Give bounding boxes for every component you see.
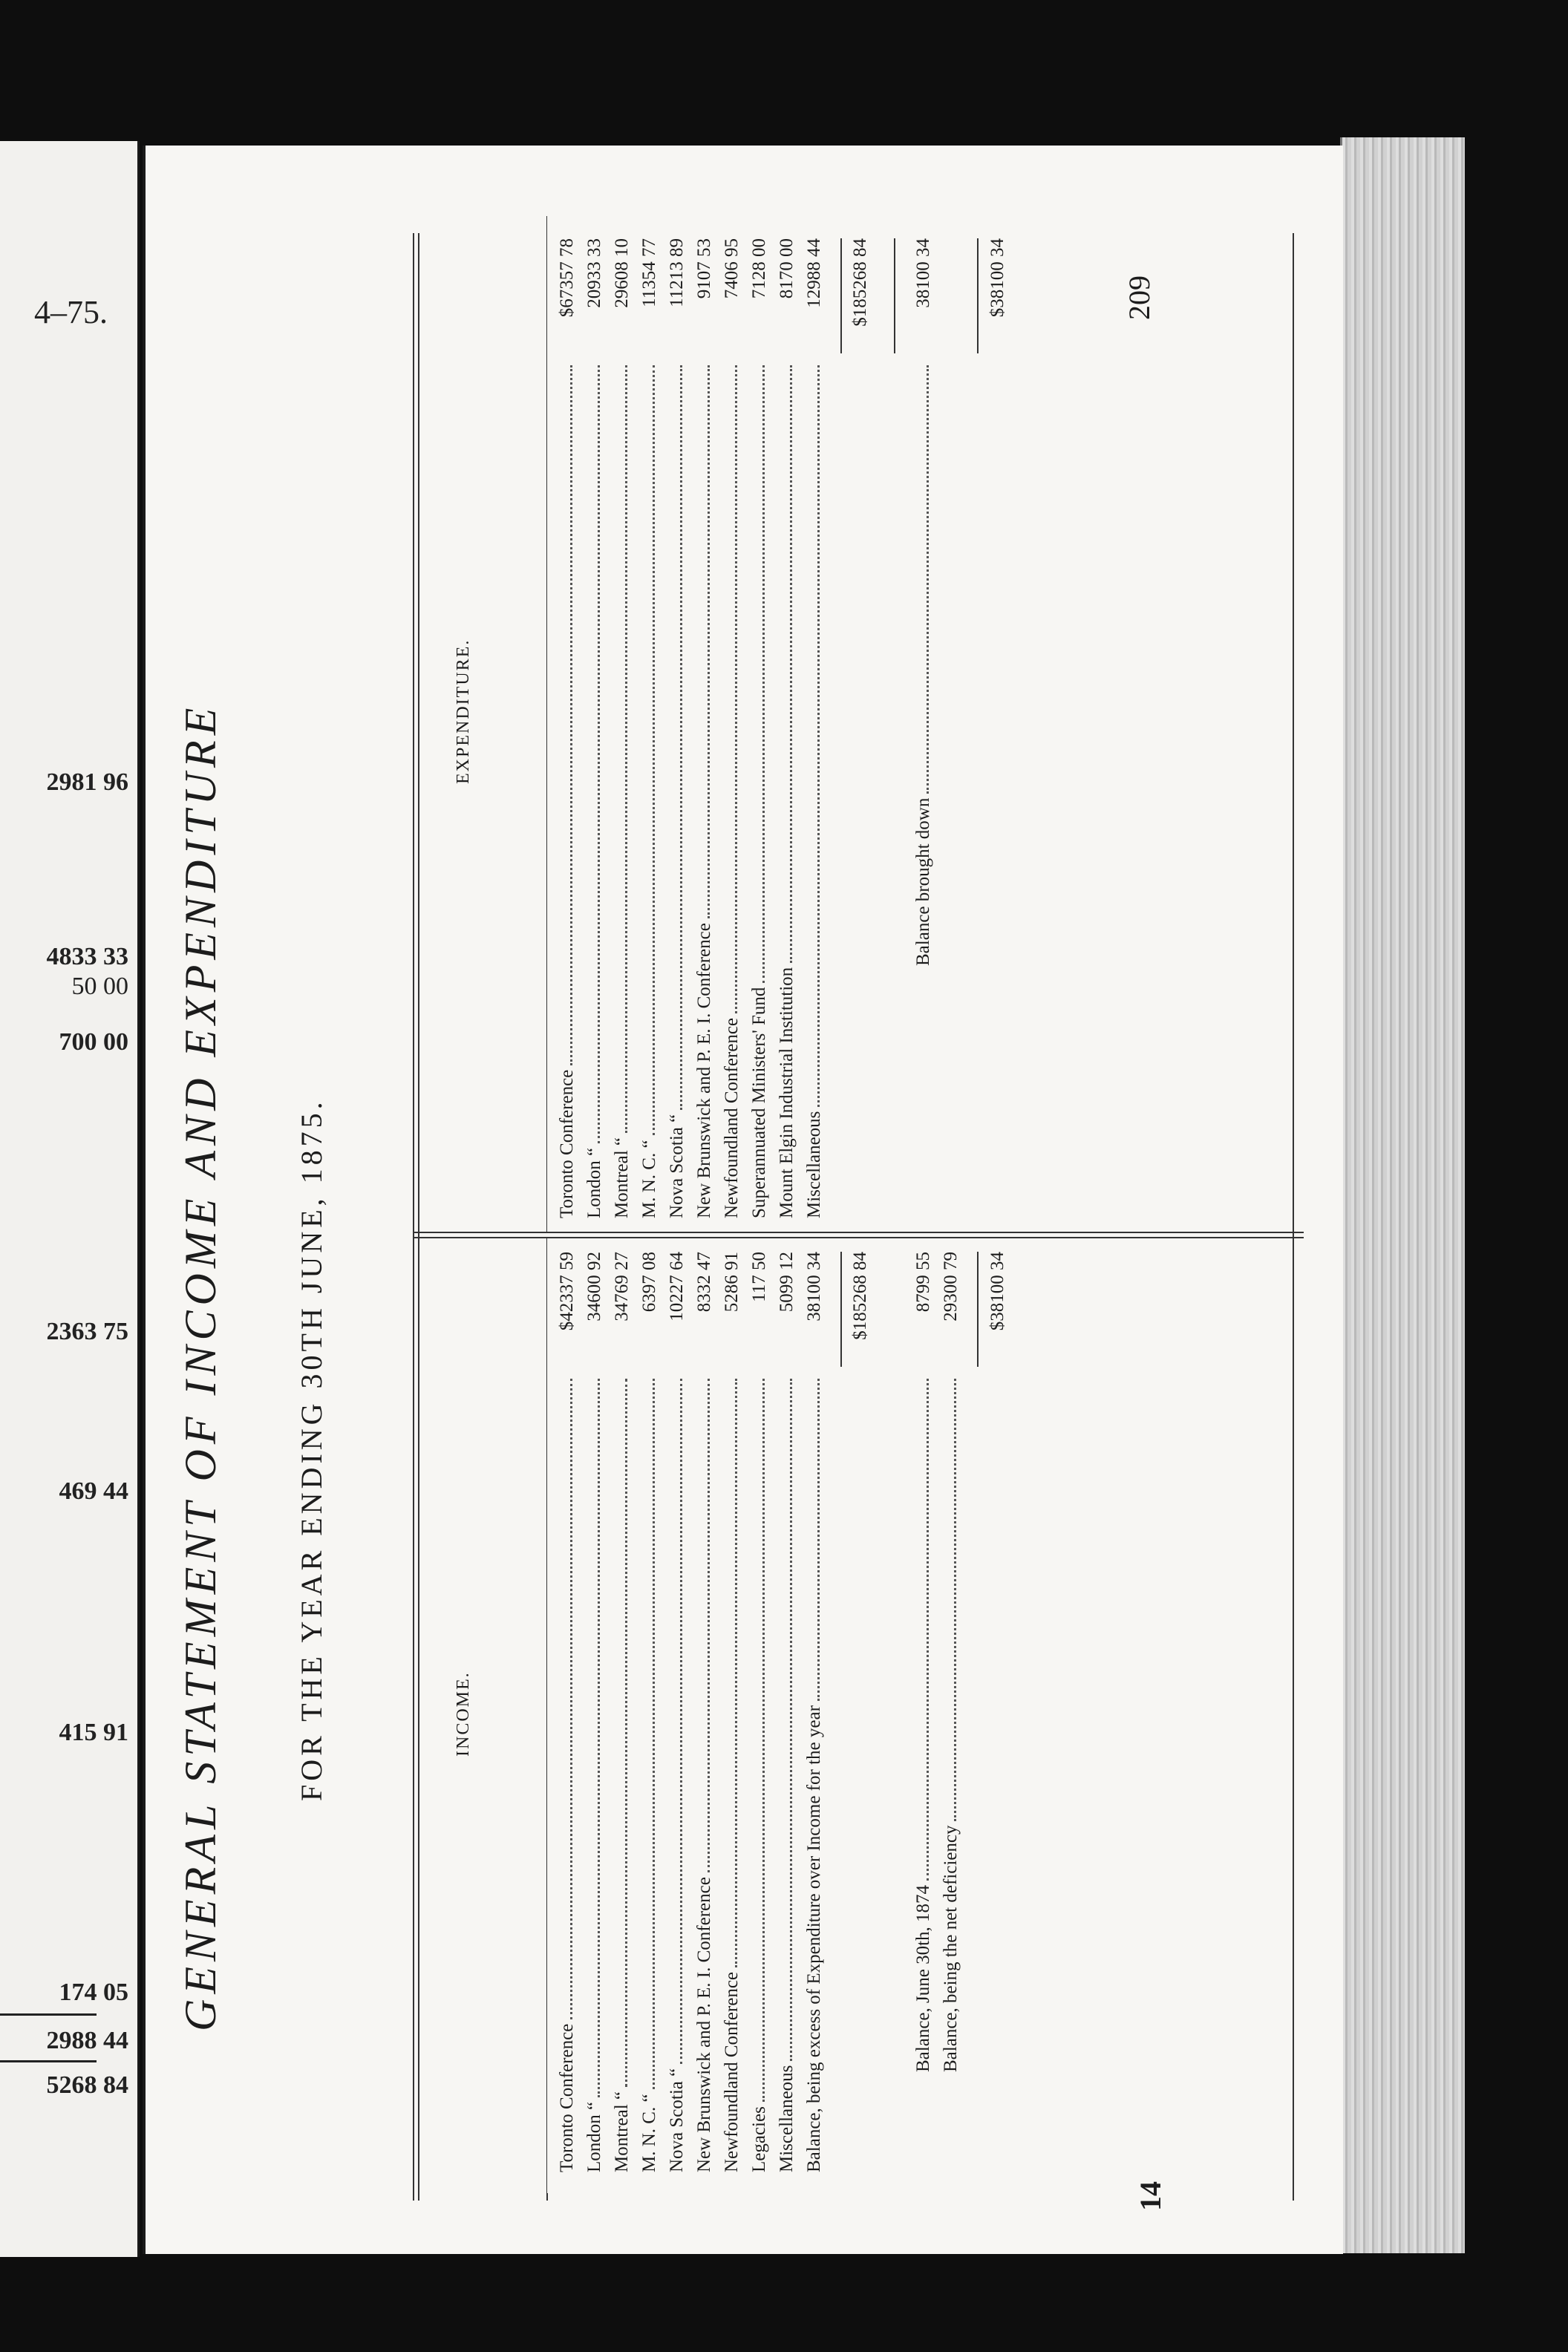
expenditure-row — [719, 238, 745, 1218]
heading-rule — [546, 216, 547, 1233]
page-folio: 14 — [1134, 2181, 1167, 2211]
expenditure-amount: 9107 53 — [694, 238, 714, 299]
expenditure-row — [581, 238, 608, 1218]
income-row — [609, 1252, 636, 2172]
income-label: Toronto Conference — [557, 2023, 577, 2172]
income-row — [554, 1252, 581, 2172]
expenditure-row — [609, 238, 636, 1218]
expenditure-label: Superannuated Ministers' Fund — [749, 987, 769, 1218]
left-rule — [0, 2060, 97, 2062]
expenditure-row — [636, 238, 663, 1218]
left-figure: 4833 33 — [46, 943, 128, 970]
expenditure-amount: 29608 10 — [612, 238, 632, 308]
expenditure-label: Balance brought down — [913, 797, 933, 966]
expenditure-label: Nova Scotia “ — [667, 1114, 687, 1218]
income-subtotal-row — [847, 1252, 874, 2172]
expenditure-label: Miscellaneous — [804, 1111, 824, 1218]
income-label: Balance, June 30th, 1874 — [913, 1884, 933, 2072]
income-label: Miscellaneous — [777, 2065, 797, 2172]
income-amount: 38100 34 — [804, 1252, 824, 1322]
income-label: Balance, being the net deficiency — [941, 1825, 961, 2072]
expenditure-row — [664, 238, 690, 1218]
income-label: Legacies — [749, 2106, 769, 2172]
expenditure-amount: $67357 78 — [557, 238, 577, 318]
book-fore-edge — [1340, 137, 1465, 2253]
expenditure-amount: 7406 95 — [722, 238, 742, 299]
income-row — [746, 1252, 773, 2172]
expenditure-label: Montreal “ — [612, 1137, 632, 1218]
income-label: Balance, being excess of Expenditure over Income for the year — [804, 1705, 824, 2172]
income-amount: 10227 64 — [667, 1252, 687, 1322]
expenditure-heading: EXPENDITURE. — [454, 638, 473, 784]
income-subtotal: $185268 84 — [850, 1252, 870, 1340]
left-figure: 415 91 — [59, 1719, 128, 1746]
frame-rule — [413, 233, 414, 2201]
expenditure-row — [691, 238, 718, 1218]
left-figure: 2988 44 — [46, 2027, 128, 2054]
left-figure: 2363 75 — [46, 1318, 128, 1345]
expenditure-label: London “ — [584, 1147, 604, 1218]
total-rule — [977, 238, 979, 353]
rotated-statement — [146, 146, 1343, 2254]
expenditure-subtotal-row — [847, 238, 874, 1218]
expenditure-amount: 11354 77 — [639, 238, 659, 307]
expenditure-total-row — [984, 238, 1011, 1218]
expenditure-amount: 8170 00 — [777, 238, 797, 299]
expenditure-row — [746, 238, 773, 1218]
income-row — [774, 1252, 800, 2172]
left-figure: 5268 84 — [46, 2071, 128, 2099]
frame-rule — [418, 233, 419, 2201]
income-amount: 34600 92 — [584, 1252, 604, 1322]
income-total-row — [984, 1252, 1011, 2172]
statement-title: GENERAL STATEMENT OF INCOME AND EXPENDITURE — [176, 702, 225, 2031]
income-label: London “ — [584, 2101, 604, 2172]
income-amount: 34769 27 — [612, 1252, 632, 1322]
expenditure-row — [774, 238, 800, 1218]
left-rule — [0, 2013, 97, 2016]
left-figure: 174 05 — [59, 1979, 128, 2006]
left-figure: 50 00 — [71, 973, 128, 1000]
expenditure-label: M. N. C. “ — [639, 1140, 659, 1218]
statement-subtitle: FOR THE YEAR ENDING 30TH JUNE, 1875. — [295, 1098, 328, 1801]
income-amount: 29300 79 — [941, 1252, 961, 1322]
expenditure-amount: 11213 89 — [667, 238, 687, 307]
subtotal-rule — [840, 238, 842, 353]
subtotal-rule — [894, 238, 895, 353]
expenditure-amount: 20933 33 — [584, 238, 604, 308]
income-amount: 5099 12 — [777, 1252, 797, 1313]
income-row — [581, 1252, 608, 2172]
income-row — [664, 1252, 690, 2172]
income-amount: 5286 91 — [722, 1252, 742, 1313]
expenditure-row — [801, 238, 828, 1218]
left-figure: 469 44 — [59, 1477, 128, 1505]
income-row — [938, 1252, 964, 2172]
income-row — [801, 1252, 828, 2172]
income-amount: 6397 08 — [639, 1252, 659, 1313]
heading-rule — [546, 1238, 547, 2201]
income-label: Newfoundland Conference — [722, 1971, 742, 2172]
expenditure-label: Toronto Conference — [557, 1069, 577, 1218]
income-row — [636, 1252, 663, 2172]
income-label: New Brunswick and P. E. I. Conference — [694, 1877, 714, 2172]
expenditure-row — [554, 238, 581, 1218]
total-rule — [977, 1252, 979, 1367]
expenditure-label: Newfoundland Conference — [722, 1017, 742, 1218]
income-amount: 8799 55 — [913, 1252, 933, 1313]
income-row — [910, 1252, 937, 2172]
expenditure-subtotal: $185268 84 — [850, 238, 870, 327]
expenditure-total: $38100 34 — [987, 238, 1007, 318]
income-row — [691, 1252, 718, 2172]
income-amount: 8332 47 — [694, 1252, 714, 1313]
left-page-header: 4–75. — [34, 294, 108, 330]
expenditure-amount: 38100 34 — [913, 238, 933, 308]
income-label: Nova Scotia “ — [667, 2068, 687, 2172]
income-label: Montreal “ — [612, 2091, 632, 2172]
income-row — [719, 1252, 745, 2172]
expenditure-row — [910, 238, 937, 1218]
expenditure-amount: 7128 00 — [749, 238, 769, 299]
expenditure-amount: 12988 44 — [804, 238, 824, 308]
left-page-fragment — [0, 141, 140, 2257]
income-amount: 117 50 — [749, 1252, 769, 1302]
subtotal-rule — [840, 1252, 842, 1367]
expenditure-label: Mount Elgin Industrial Institution — [777, 967, 797, 1218]
income-amount: $42337 59 — [557, 1252, 577, 1331]
income-label: M. N. C. “ — [639, 2094, 659, 2172]
left-figure: 700 00 — [59, 1028, 128, 1056]
frame-rule — [1293, 233, 1294, 2201]
page-number: 209 — [1123, 275, 1156, 320]
left-figure: 2981 96 — [46, 768, 128, 796]
page — [143, 146, 1343, 2254]
income-heading: INCOME. — [454, 1671, 473, 1757]
income-total: $38100 34 — [987, 1252, 1007, 1331]
expenditure-label: New Brunswick and P. E. I. Conference — [694, 923, 714, 1218]
